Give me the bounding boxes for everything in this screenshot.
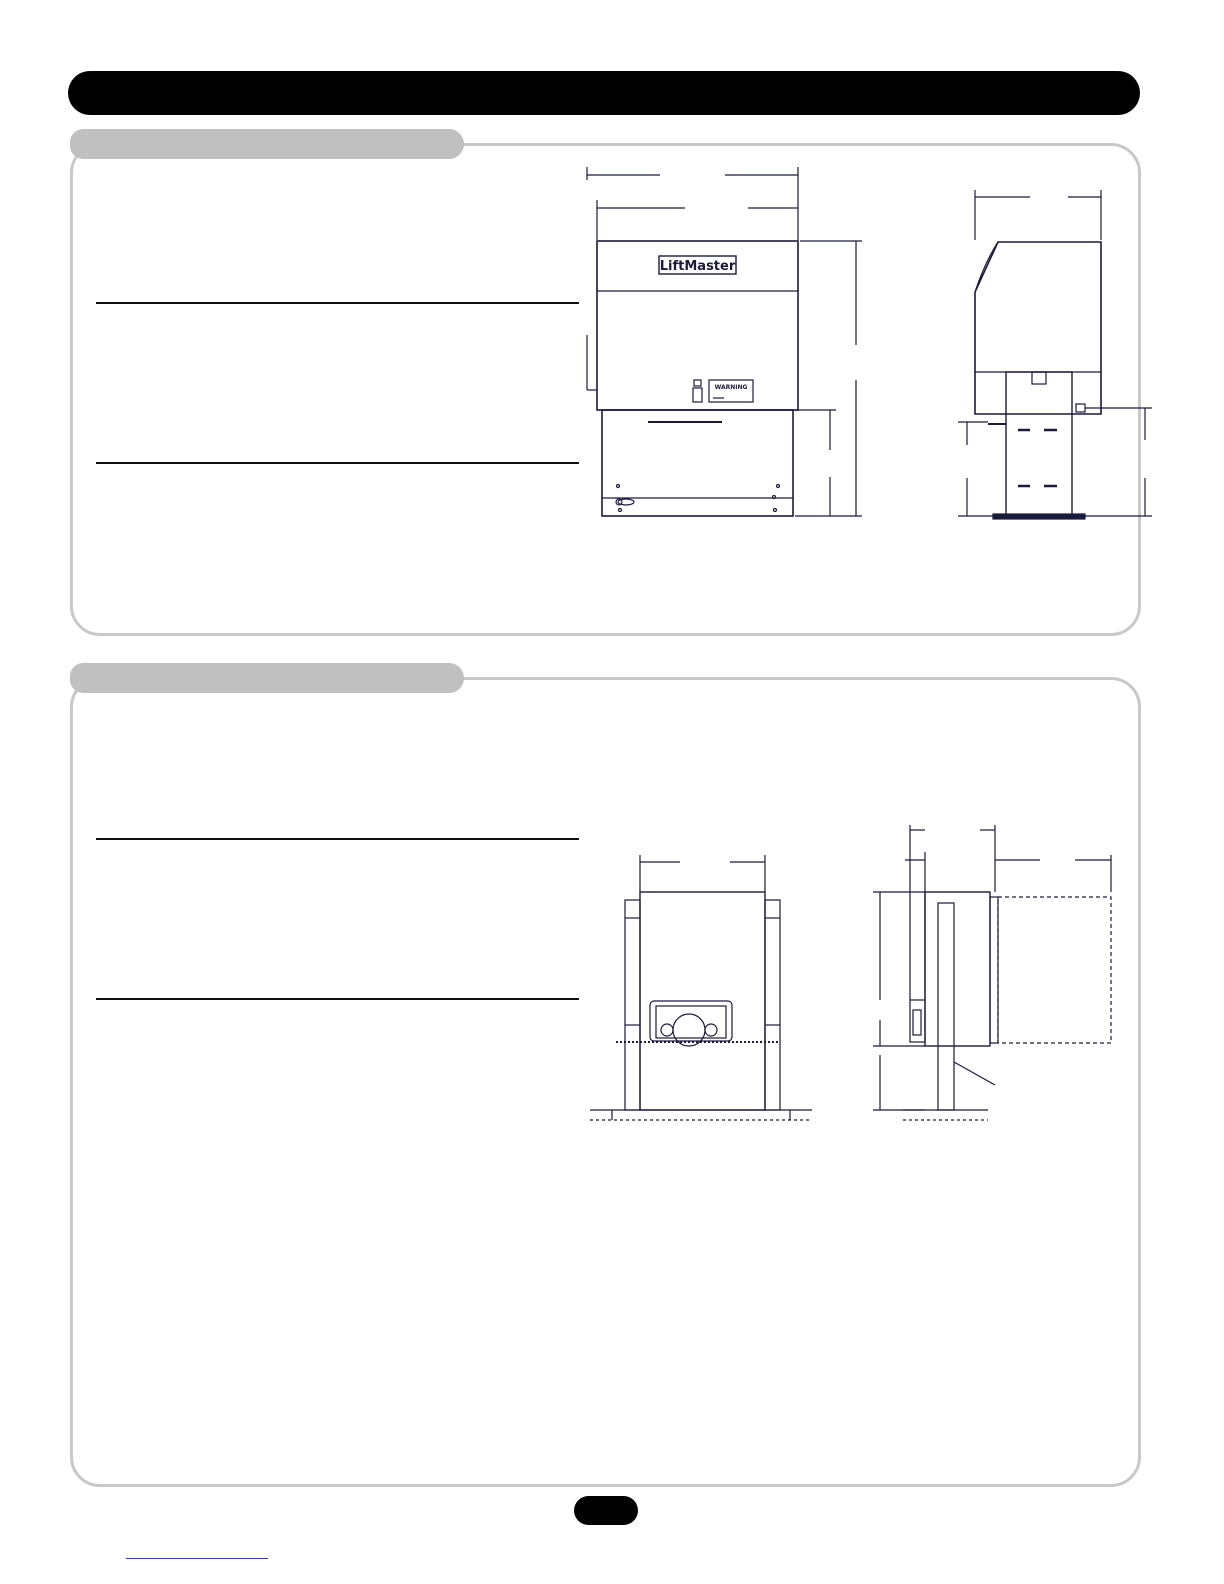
warning-label: WARNING bbox=[714, 384, 748, 391]
post-mount-front-view bbox=[590, 855, 812, 1120]
post-mount-side-view bbox=[873, 825, 1111, 1120]
page-number-pill bbox=[574, 1496, 638, 1525]
brand-logo: LiftMaster bbox=[659, 259, 736, 274]
operator-front-view bbox=[587, 167, 862, 516]
footer-link-underline[interactable] bbox=[126, 1558, 268, 1559]
operator-side-view bbox=[958, 190, 1152, 519]
